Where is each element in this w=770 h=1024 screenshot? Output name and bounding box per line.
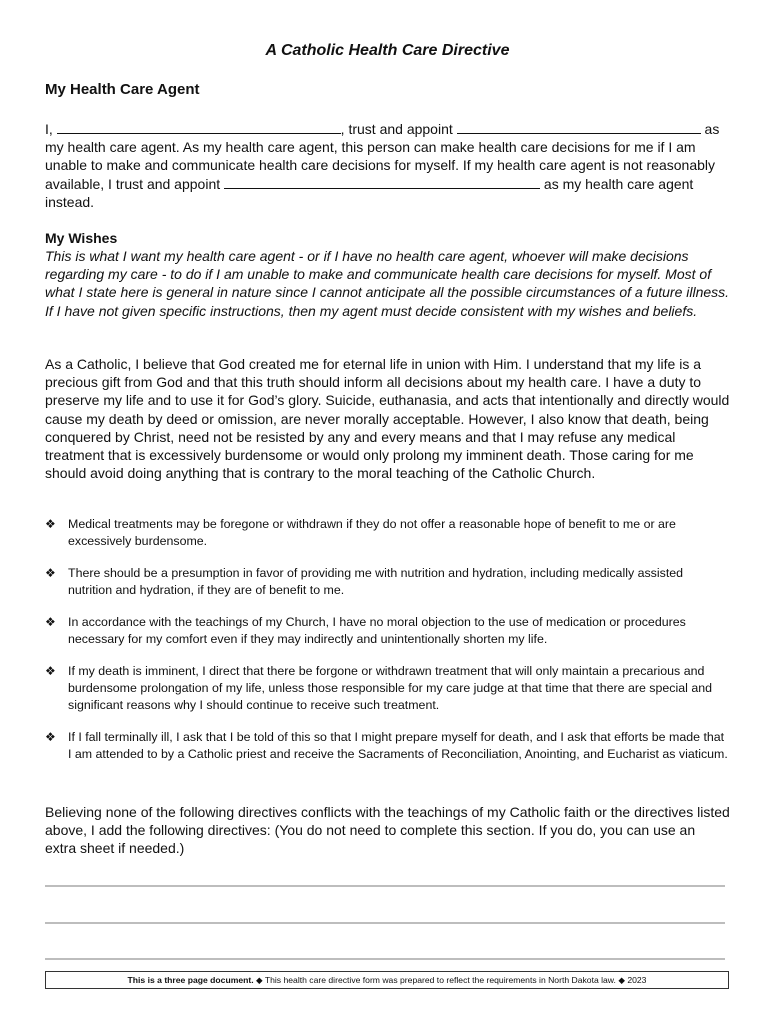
- agent-line1-mid: , trust and appoint: [340, 121, 453, 137]
- diamond-bullet-icon: ❖: [45, 517, 56, 531]
- agent-line2: as my health care agent. As my health care agent, this person can make health care decisions for me if I am unable to make and communicate health care decisions for myself. If my health care agent is not reasonably available, I trust and appoint: [45, 121, 720, 192]
- bullet-text: There should be a presumption in favor of providing me with nutrition and hydration, including medically assisted nutrition and hydration, if they are of benefit to me.: [68, 566, 684, 597]
- list-item: [45, 565, 730, 599]
- wishes-bullet-list: [45, 516, 730, 778]
- bullet-text: Medical treatments may be foregone or withdrawn if they do not offer a reasonable hope of benefit to me or are excessively burdensome.: [68, 517, 676, 548]
- additional-directives-paragraph: Believing none of the following directives conflicts with the teachings of my Catholic faith or the directives listed above, I add the following directives: (You do not need to complete this section. If you do, you can use an extra sheet if needed.): [45, 804, 730, 857]
- bullet-text: If I fall terminally ill, I ask that I be told of this so that I might prepare myself for death, and I ask that efforts be made that I am attended to by a Catholic priest and receive the Sacraments of Reconciliation, Anointing, and Eucharist as viaticum.: [68, 730, 728, 761]
- principal-name-blank[interactable]: [57, 120, 341, 134]
- belief-paragraph: As a Catholic, I believe that God created me for eternal life in union with Him. I understand that my life is a precious gift from God and that this truth should inform all decisions about my health care. I have a duty to preserve my life and to use it for God’s glory. Suicide, euthanasia, and acts that intentionally and directly would cause my death by deed or omission, are never morally acceptable. However, I also know that death, being conquered by Christ, need not be resisted by any and every means and that I may refuse any medical treatment that is excessively burdensome or would only prolong my imminent death. Those caring for me should avoid doing anything that is contrary to the moral teaching of the Catholic Church.: [45, 356, 730, 482]
- wishes-intro: This is what I want my health care agent - or if I have no health care agent, whoever will make decisions regarding my care - to do if I am unable to make and communicate health care decisions for myself. Most of what I state here is general in nature since I cannot anticipate all the possible circumstances of a future illness. If I have not given specific instructions, then my agent must decide consistent with my wishes and beliefs.: [45, 248, 730, 319]
- footer-text: This health care directive form was prepared to reflect the requirements in North Dakota law.: [264, 975, 616, 985]
- agent-section-heading: My Health Care Agent: [45, 81, 200, 98]
- list-item: [45, 614, 730, 648]
- agent-line3-suffix: as my health care agent instead.: [45, 175, 694, 210]
- page-footer: [45, 971, 729, 989]
- footer-bold-text: This is a three page document.: [127, 975, 254, 985]
- list-item: [45, 729, 730, 763]
- directive-write-line-3[interactable]: [45, 958, 725, 960]
- agent-name-blank[interactable]: [457, 120, 701, 134]
- bullet-text: In accordance with the teachings of my Church, I have no moral objection to the use of medication or procedures necessary for my comfort even if they may indirectly and unintentionally shorten my life.: [68, 615, 686, 646]
- footer-diamond-icon: ◆: [618, 975, 625, 985]
- diamond-bullet-icon: ❖: [45, 730, 56, 744]
- wishes-section-heading: My Wishes: [45, 230, 118, 246]
- bullet-text: If my death is imminent, I direct that there be forgone or withdrawn treatment that will only maintain a precarious and burdensome prolongation of my life, unless those responsible for my care judge at that time that there are special and significant reasons why I should continue to receive such treatment.: [68, 664, 712, 712]
- list-item: [45, 663, 730, 714]
- list-item: [45, 516, 730, 550]
- agent-line1-prefix: I,: [45, 121, 53, 137]
- diamond-bullet-icon: ❖: [45, 664, 56, 678]
- alternate-agent-name-blank[interactable]: [224, 175, 540, 189]
- agent-paragraph: [45, 120, 730, 211]
- directive-write-line-1[interactable]: [45, 885, 725, 887]
- directive-write-line-2[interactable]: [45, 922, 725, 924]
- footer-year: 2023: [627, 975, 647, 985]
- diamond-bullet-icon: ❖: [45, 615, 56, 629]
- document-title: A Catholic Health Care Directive: [265, 42, 510, 59]
- diamond-bullet-icon: ❖: [45, 566, 56, 580]
- footer-diamond-icon: ◆: [256, 975, 263, 985]
